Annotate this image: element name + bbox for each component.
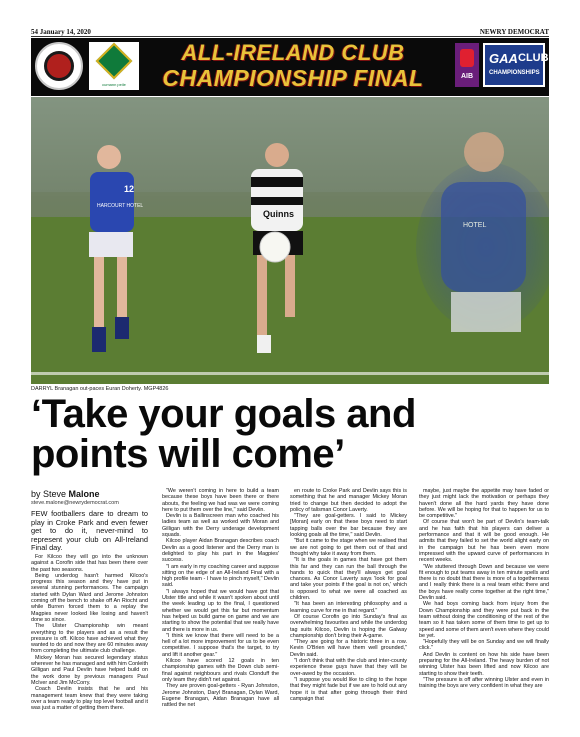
left-player-sponsor: HARCOURT HOTEL [97,203,144,209]
paragraph: "It has been an interesting philosophy and a learning curve for me in that regard." [290,601,407,614]
paragraph: Of course Corofin go into Sunday's final as overwhelming favourites and while the underdog tag suits Kilcoo, Devlin is hoping the Galway championship don't bring their A-game. [290,613,407,639]
article-column-1 [31,510,148,711]
championship-banner [31,38,549,96]
right-player-sponsor: HOTEL [463,222,487,229]
paragraph: "I don't think that with the club and inter-county experience these guys have that they will be over-awed by the occasion. [290,658,407,677]
aib-label: AIB [460,73,474,80]
photo-caption: DARRYL Branagan out-paces Euran Doherty. MGP4826 [31,386,169,392]
paragraph: "I am early in my coaching career and suppose sitting on the edge of an All-Ireland Final with a high profile team - I have to pinch myself," Devlin said. [162,563,279,589]
headline-line1: ‘Take your goals and [31,392,416,436]
paragraph: "I suppose you would like to cling to the hope that they might fade but if we are to hold out any hope it is that after going through their third campaign that [290,676,407,702]
banner-title-line2: CHAMPIONSHIP FINAL [162,65,424,91]
club-label: CLUB [518,52,549,64]
paragraph: Mickey Moran has secured legendary status wherever he has managed and with him Conleith Gilligan and Paul Devlin have helped build on the work done by previous managers Paul McIver and Jim McCorry. [31,654,148,686]
paragraph: "Hopefully they will be on Sunday and we will finally click." [419,639,549,652]
paragraph: Coach Devlin insists that he and his management team knew that they were taking over a team ready to play top level football and it was just a matter of getting them there. [31,686,148,712]
lead-paragraph: FEW footballers dare to dream to play in Croke Park and even fewer get to do it, never-mind to represent your club on All-Ireland Final day. [31,509,148,553]
crest-caption: cumann peile [102,82,126,87]
paragraph: "But it came to the stage when we realised that we are not going to get them out of that and thought why take it away from them. [290,538,407,557]
paragraph: en route to Croke Park and Devlin says this is something that he and manager Mickey Moran tried to change but then decided to adopt the policy of talisman Conor Laverty. [290,488,407,513]
paragraph: Kilcoo have scored 12 goals in ten championship games with the Down club semi-final against neighbours and rivals Clonduff the only team they didn't net against. [162,658,279,683]
publication-name: NEWRY DEMOCRAT [479,28,549,36]
left-player-number: 12 [124,184,135,194]
match-photo-illustration [31,97,549,384]
paragraph: Devlin is a Ballinscreen man who coached his ladies team as well as worked with Moran and Gilligan with the Derry underage development squads. [162,513,279,539]
author-email: steve.malone@newrydemocrat.com [31,500,119,506]
banner-title-line1: ALL-IRELAND CLUB [181,40,405,65]
article-column-3 [290,488,407,702]
championships-label: CHAMPIONSHIPS [489,70,540,76]
paragraph: "It is the goals in games that have got them this far and they can run the ball through the hands to quick that they'll always get goal chances. As Conor Laverty says 'look for goal and take your points if the goal is not on,' which is opposed to what we were all coached as children. [290,557,407,602]
page-header [31,28,549,37]
county-crest-icon [89,42,139,90]
paragraph: "They are going for a historic three in a row. Kevin O'Brien will have them well grounded," Devlin said. [290,639,407,658]
paragraph: The Ulster Championship win meant everything to the players and as a result the pressure is off. Kilcoo have achieved what they wanted to do and now they are 60 minutes away from completing the ultimate club challenge. [31,623,148,655]
byline-name: Malone [68,489,100,499]
paragraph: "I always hoped that we would have got that Ulster title and while it wasn't spoken about until the week leading up to the final, I questioned whether we would get this far but momentum has helped us build game on game and we are starting to show the potential that we really have and there is more in us. [162,588,279,633]
paragraph: "We stuttered through Down and because we were fit enough to put teams away in ten minute spells and there is no doubt that there is more of a togetherness and I really think there is a real team ethic there and the boys have really come together at the right time," Devlin said. [419,563,549,602]
paragraph: "We weren't coming in here to build a team because these boys have been there or there abouts, the feeling we had was we were coming here to put them over the line," said Devlin. [162,488,279,513]
aib-logo-icon [455,43,479,87]
headline [31,394,549,474]
paragraph: "The pressure is off after winning Ulster and even in training the boys are very confident in what they are [419,676,549,690]
byline [31,489,100,499]
article-column-2 [162,488,279,708]
page-date: 54 January 14, 2020 [31,28,91,36]
match-photo [31,97,549,384]
paragraph: maybe, just maybe the appetite may have faded or they just might lack the motivation or perhaps they haven't done all the hard yards they have done before. We will be hoping for that to happen for us to be competitive." [419,488,549,520]
article-column-4 [419,488,549,690]
byline-prefix: by Steve [31,489,67,499]
paragraph: "I think we know that there will need to be a hell of a lot more improvement for us to be even competitive. I suppose that's the target, to try and lift it another gear." [162,632,279,658]
gaa-label: GAA [489,51,518,66]
paragraph: And Devlin is content on how his side have been preparing for the All-Ireland. The heavy burden of not winning Ulster has been lifted and now Kilcoo are starting to show their teeth. [419,651,549,677]
gaa-club-championships-logo-icon [483,43,549,87]
paragraph: For Kilcoo they will go into the unknown against a Corofin side that has been there over the past two seasons. [31,553,148,573]
paragraph: Of course that won't be part of Devlin's team-talk and he has faith that his players can deliver a performance and that it will be good enough. He admits that they failed to set the world alight early on in the campaign but he has been even more impressed with the upward curve of performances in recent weeks. [419,519,549,564]
paragraph: Being underdog hasn't harmed Kilcoo's progress this season and they have put in several stunning performances. The campaign started with Dylan Ward and Jerome Johnston coming off the bench to shake off An Riocht and while Burren forced them to a replay the Magpies never looked like losing and haven't done so since. [31,572,148,623]
club-crest-icon [35,42,83,90]
center-player-sponsor: Quinns [263,209,294,219]
paragraph: They are proven goal-getters - Ryan Johnston, Jerome Johnston, Daryl Branagan, Dylan Ward, Eugene Branagan, Aidan Branagan have all rattled the net [162,683,279,709]
paragraph: We had boys coming back from injury from the Down Championship and they were put back in the team without doing the conditioning of the rest of the team so it has taken some of them time to get up to speed and some of them aren't even where they could be yet. [419,601,549,639]
headline-line2: points will come’ [31,432,345,476]
paragraph: Kilcoo player Aidan Branagan describes coach Devlin as a good listener and the Derry man is delighted to play his part in the Magpies' success. [162,538,279,564]
paragraph: "They are goal-getters. I said to Mickey [Moran] early on that these boys need to start tapping balls over the bar because they are looking goals all the time," said Devlin. [290,513,407,539]
